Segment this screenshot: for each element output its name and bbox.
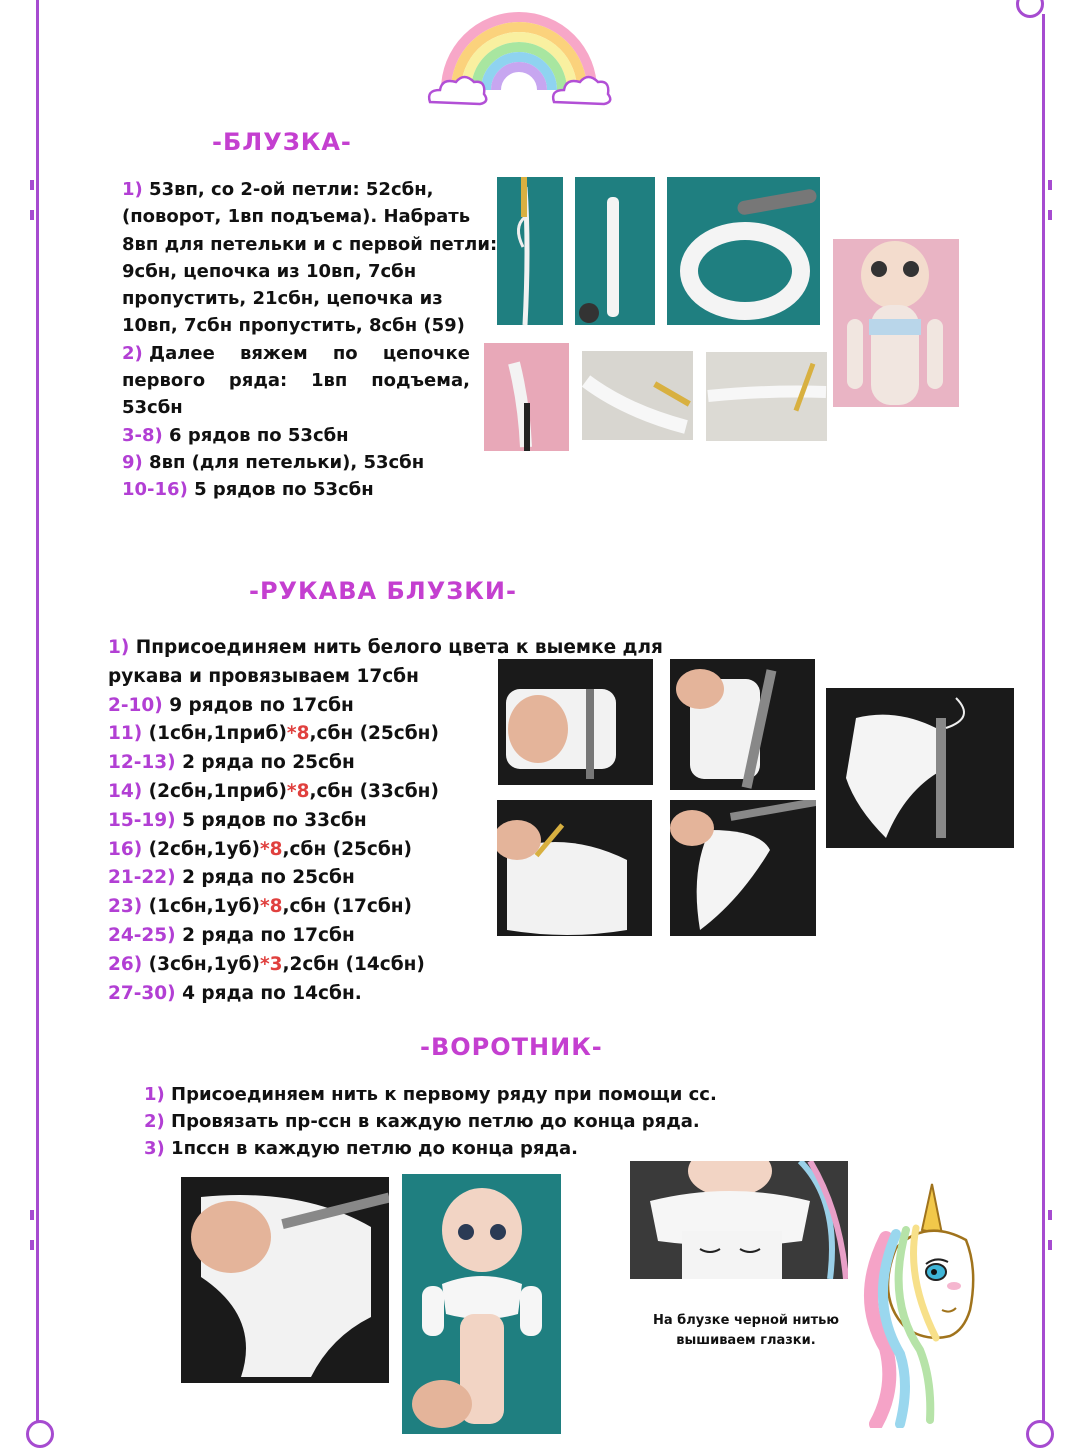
photo-sleeve-attach [498, 659, 653, 785]
photo-doll-blouse [402, 1174, 561, 1434]
frame-dot [30, 1210, 34, 1220]
photo-doll-eyes-blouse [630, 1161, 848, 1279]
instruction-line: 21-22) 2 ряда по 25сбн [108, 867, 355, 889]
instruction-line: 1) 53вп, со 2-ой петли: 52сбн, [122, 179, 434, 200]
frame-dot [30, 1240, 34, 1250]
instruction-line: первого ряда: 1вп подъема, [122, 370, 470, 392]
instruction-line: 16) (2сбн,1уб)*8,сбн (25сбн) [108, 838, 412, 860]
frame-dot [1048, 1210, 1052, 1220]
instruction-line: 9) 8вп (для петельки), 53сбн [122, 451, 425, 473]
instruction-line: 53сбн [122, 397, 183, 419]
instruction-line: 3) 1пссн в каждую петлю до конца ряда. [144, 1138, 578, 1159]
frame-corner [1016, 0, 1044, 18]
instruction-line: 2-10) 9 рядов по 17сбн [108, 694, 354, 716]
frame-right-line [1042, 14, 1045, 1426]
instruction-line: 2) Провязать пр-ссн в каждую петлю до конца ряда. [144, 1111, 700, 1132]
frame-top-line [36, 0, 39, 14]
instruction-line: 23) (1сбн,1уб)*8,сбн (17сбн) [108, 896, 412, 918]
instruction-line: 8вп для петельки и с первой петли: [122, 233, 498, 255]
instruction-line: 11) (1сбн,1приб)*8,сбн (25сбн) [108, 723, 439, 745]
photo-sleeve-increase [497, 800, 652, 936]
frame-dot [30, 210, 34, 220]
instruction-line: 12-13) 2 ряда по 25сбн [108, 752, 355, 774]
photo-chain-row2-b [582, 351, 693, 440]
instruction-line: 14) (2сбн,1приб)*8,сбн (33сбн) [108, 780, 439, 802]
instruction-line: 1) Пприсоединяем нить белого цвета к выемке для [108, 637, 663, 658]
collar-instructions [144, 1081, 717, 1162]
photo-collar-crochet [181, 1177, 389, 1383]
instruction-line: 1) Присоединяем нить к первому ряду при помощи сс. [144, 1084, 717, 1105]
collar-title: -ВОРОТНИК- [420, 1033, 603, 1061]
unicorn-icon [856, 1178, 982, 1428]
photo-chain-long [575, 177, 655, 325]
instruction-line: 2) Далее вяжем по цепочке [122, 342, 470, 364]
photo-doll-bust [833, 239, 959, 407]
rainbow-icon [424, 4, 614, 110]
photo-sleeve-rows [670, 659, 815, 790]
frame-dot [30, 180, 34, 190]
instruction-line: 24-25) 2 ряда по 17сбн [108, 924, 355, 946]
instruction-line: 3-8) 6 рядов по 53сбн [122, 424, 349, 446]
blouse-title: -БЛУЗКА- [212, 128, 352, 156]
photo-chain-row2-a [484, 343, 569, 451]
photo-chain-row2-c [706, 352, 827, 441]
instruction-line: рукава и провязываем 17сбн [108, 665, 419, 687]
instruction-line: 27-30) 4 ряда по 14сбн. [108, 982, 362, 1004]
instruction-line: 26) (3сбн,1уб)*3,2сбн (14сбн) [108, 953, 425, 975]
instruction-line: (поворот, 1вп подъема). Набрать [122, 206, 471, 228]
frame-corner [26, 1420, 54, 1448]
instruction-line: 15-19) 5 рядов по 33сбн [108, 809, 367, 831]
blouse-instructions [122, 176, 498, 504]
frame-left-line [36, 14, 39, 1426]
instruction-line: 10вп, 7сбн пропустить, 8сбн (59) [122, 315, 465, 337]
frame-corner [1026, 1420, 1054, 1448]
instruction-line: 9сбн, цепочка из 10вп, 7сбн [122, 260, 417, 282]
eyes-caption: На блузке черной нитью вышиваем глазки. [652, 1313, 840, 1348]
photo-ring-collar [667, 177, 820, 325]
frame-dot [1048, 210, 1052, 220]
photo-sleeve-shape [670, 800, 816, 936]
sleeves-title: -РУКАВА БЛУЗКИ- [249, 577, 517, 605]
frame-dot [1048, 1240, 1052, 1250]
instruction-line: 10-16) 5 рядов по 53сбн [122, 479, 374, 501]
frame-dot [1048, 180, 1052, 190]
instruction-line: пропустить, 21сбн, цепочка из [122, 288, 443, 310]
photo-sleeve-finished [826, 688, 1014, 848]
photo-chain-start [497, 177, 563, 325]
